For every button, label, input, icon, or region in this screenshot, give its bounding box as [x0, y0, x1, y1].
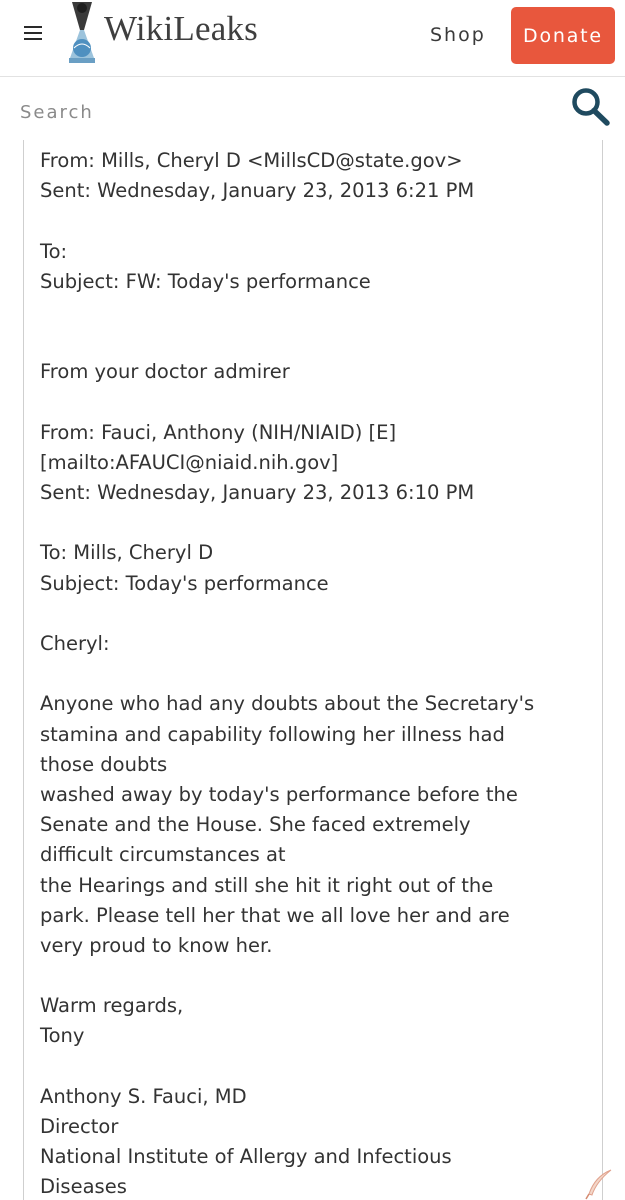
email-line: Cheryl:: [40, 632, 110, 655]
donate-button[interactable]: Donate: [511, 7, 615, 64]
email-line: park. Please tell her that we all love her and are: [40, 903, 510, 927]
email-line: Subject: FW: Today's performance: [40, 269, 371, 293]
email-line: To: Mills, Cheryl D: [40, 541, 214, 565]
quill-feather-icon[interactable]: [583, 1168, 615, 1200]
wikileaks-logo[interactable]: [64, 0, 279, 66]
blank-line: [40, 1052, 590, 1082]
email-line: stamina and capability following her illness had: [40, 722, 505, 746]
email-line: Director: [40, 1115, 119, 1138]
brand-name: WikiLeaks: [104, 9, 258, 48]
blank-line: [40, 961, 590, 991]
hamburger-menu-icon[interactable]: [22, 22, 48, 42]
email-line: Anthony S. Fauci, MD: [40, 1084, 247, 1108]
blank-line: [40, 388, 590, 418]
email-line: Tony: [40, 1024, 85, 1048]
blank-line: [40, 206, 590, 236]
email-body: [40, 146, 590, 1200]
email-line: National Institute of Allergy and Infectious: [40, 1145, 452, 1169]
email-line: From: Fauci, Anthony (NIH/NIAID) [E]: [40, 420, 397, 444]
email-line: washed away by today's performance before the: [40, 782, 518, 806]
email-line: [mailto:AFAUCI@niaid.nih.gov]: [40, 450, 339, 474]
blank-line: [40, 297, 590, 327]
email-line: Sent: Wednesday, January 23, 2013 6:21 PM: [40, 179, 475, 203]
shop-link[interactable]: Shop: [430, 24, 486, 46]
email-line: very proud to know her.: [40, 933, 273, 957]
email-line: the Hearings and still she hit it right out of the: [40, 873, 494, 897]
email-line: those doubts: [40, 752, 168, 776]
email-line: difficult circumstances at: [40, 843, 286, 867]
blank-line: [40, 508, 590, 538]
blank-line: [40, 599, 590, 629]
blank-line: [40, 659, 590, 689]
email-line: From: Mills, Cheryl D <MillsCD@state.gov>: [40, 149, 463, 172]
email-line: To:: [40, 239, 68, 263]
hourglass-globe-logo-icon: [66, 0, 98, 64]
search-icon[interactable]: [569, 86, 611, 126]
email-line: Sent: Wednesday, January 23, 2013 6:10 PM: [40, 481, 475, 505]
email-line: Subject: Today's performance: [40, 571, 329, 595]
email-line: Warm regards,: [40, 994, 184, 1018]
email-line: Senate and the House. She faced extremely: [40, 813, 471, 837]
search-input[interactable]: [20, 98, 540, 126]
email-line: Diseases: [40, 1175, 127, 1199]
blank-line: [40, 327, 590, 357]
email-line: Anyone who had any doubts about the Secretary's: [40, 692, 535, 716]
email-line: From your doctor admirer: [40, 360, 290, 384]
site-header: [0, 0, 625, 77]
